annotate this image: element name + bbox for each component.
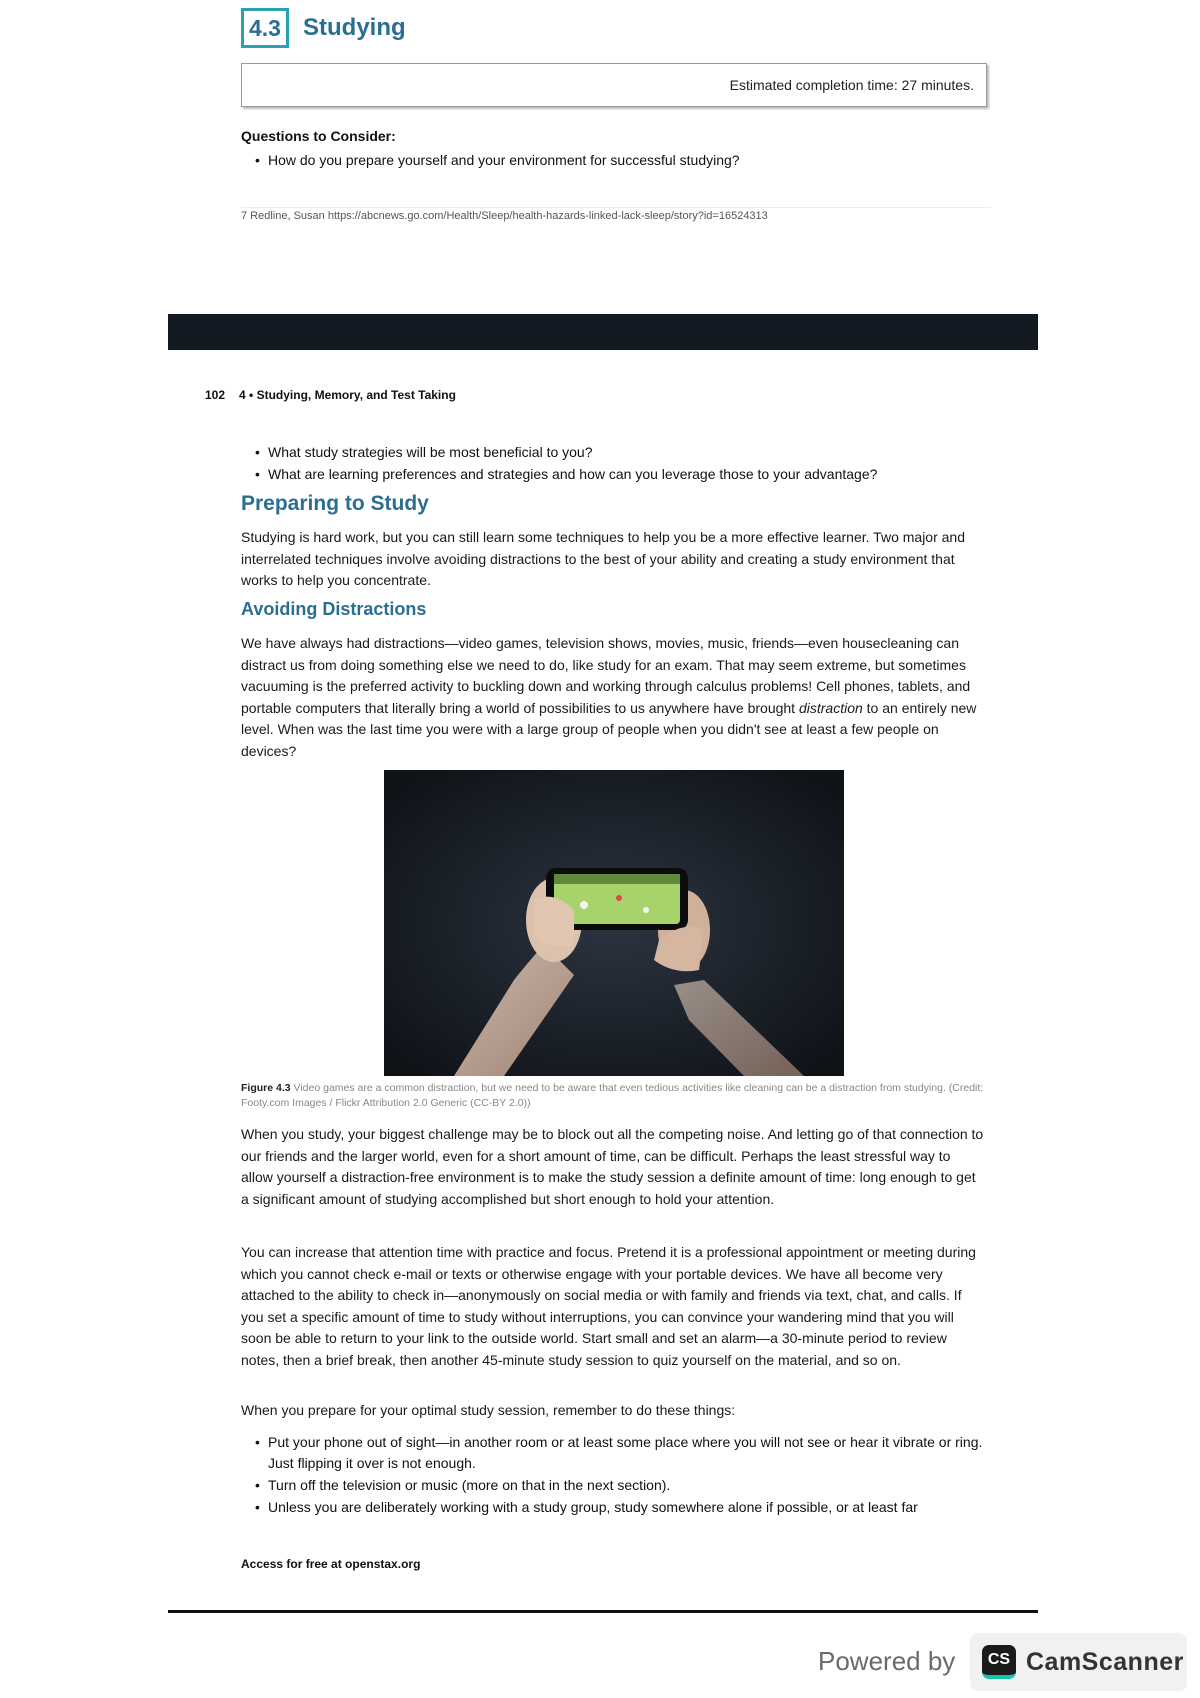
tip-text: Turn off the television or music (more on that in the next section). (268, 1477, 671, 1493)
estimated-time-box (241, 63, 987, 107)
tip-text: Unless you are deliberately working with a study group, study somewhere alone if possible, or at least far (268, 1499, 918, 1515)
list-item (255, 1497, 998, 1518)
page-divider-bar (168, 314, 1038, 350)
tip-text: Put your phone out of sight—in another room or at least some place where you will not see or hear it vibrate or ring. Just flipping it over is not enough. (268, 1434, 983, 1471)
questions-heading: Questions to Consider: (241, 128, 396, 144)
question-text: What study strategies will be most beneficial to you? (268, 444, 593, 460)
paragraph-distractions (241, 633, 986, 763)
section-title: Studying (303, 14, 406, 41)
bullet-icon: • (255, 444, 260, 460)
camscanner-brand: CamScanner (1026, 1647, 1184, 1676)
paragraph-prepare: When you prepare for your optimal study session, remember to do these things: (241, 1402, 736, 1418)
paragraph-study-1: When you study, your biggest challenge may be to block out all the competing noise. And letting go of that connection to our friends and the larger world, even for a short amount of time, can be difficult. Perhaps the least stressful way to allow yourself a distraction-free environment is to make the study session a definite amount of time: long enough to get a significant amount of studying accomplished but short enough to hold your attention. (241, 1126, 984, 1207)
camscanner-logo-icon: CS (982, 1645, 1016, 1679)
list-item (255, 442, 998, 463)
question-text: How do you prepare yourself and your environment for successful studying? (268, 152, 740, 168)
chapter-title: 4 • Studying, Memory, and Test Taking (239, 388, 456, 402)
paragraph-study-2: You can increase that attention time with practice and focus. Pretend it is a professional appointment or meeting during which you cannot check e-mail or texts or otherwise engage with your portable devices. We have all become very attached to the ability to check in—anonymously on social media or with family and friends via text, chat, and calls. If you set a specific amount of time to study without interruptions, you can convince your wandering mind that you will soon be able to return to your link to the outside world. Start small and set an alarm—a 30-minute period to review notes, then a brief break, then another 45-minute study session to quiz yourself on the material, and so on. (241, 1244, 976, 1368)
running-head (205, 388, 456, 402)
camscanner-badge (970, 1633, 1187, 1691)
heading-avoiding-distractions: Avoiding Distractions (241, 599, 427, 619)
figure-label: Figure 4.3 (241, 1082, 291, 1094)
bullet-icon: • (255, 466, 260, 482)
list-item (255, 150, 998, 171)
figure-caption (241, 1081, 986, 1111)
phone-gaming-illustration (384, 770, 844, 1076)
paragraph-text: We have always had distractions—video games, television shows, movies, music, friends—even housecleaning can distract us from doing something else we need to do, like study for an exam. That may seem extreme, but sometimes vacuuming is the preferred activity to buckling down and working through calculus problems! Cell phones, tablets, and portable computers that literally bring a world of possibilities to us anywhere have brought (241, 635, 971, 716)
list-item (255, 464, 998, 485)
footnote: 7 Redline, Susan https://abcnews.go.com/Health/Sleep/health-hazards-linked-lack-sleep/story?id=16524313 (241, 207, 991, 222)
page-number: 102 (205, 388, 226, 402)
section-number: 4.3 (249, 14, 281, 41)
caption-text: Video games are a common distraction, but we need to be aware that even tedious activities like cleaning can be a distraction from studying. (Credit: Footy.com Images / Flickr Attribution 2.0 Generic (CC-BY 2.0)) (241, 1082, 984, 1109)
figure-photo (384, 770, 844, 1076)
list-item (255, 1432, 998, 1474)
powered-by-text: Powered by (818, 1646, 956, 1676)
paragraph-text: to an entirely new level. When was the last time you were with a large group of people when you didn't see at least a few people on devices? (241, 699, 977, 759)
emphasis-text: distraction (798, 699, 863, 716)
bullet-icon: • (255, 1477, 260, 1493)
access-footer: Access for free at openstax.org (241, 1557, 421, 1571)
paragraph-preparing: Studying is hard work, but you can still learn some techniques to help you be a more effective learner. Two major and interrelated techniques involve avoiding distractions to the best of your ability and creating a study environment that works to help you concentrate. (241, 529, 965, 589)
estimated-time-text: Estimated completion time: 27 minutes. (729, 77, 974, 93)
bullet-icon: • (255, 1434, 260, 1450)
section-number-box (241, 8, 289, 48)
bullet-icon: • (255, 1499, 260, 1515)
bullet-icon: • (255, 152, 260, 168)
bottom-rule (168, 1610, 1038, 1613)
question-text: What are learning preferences and strategies and how can you leverage those to your advantage? (268, 466, 878, 482)
list-item (255, 1475, 998, 1496)
heading-preparing-to-study: Preparing to Study (241, 492, 429, 515)
